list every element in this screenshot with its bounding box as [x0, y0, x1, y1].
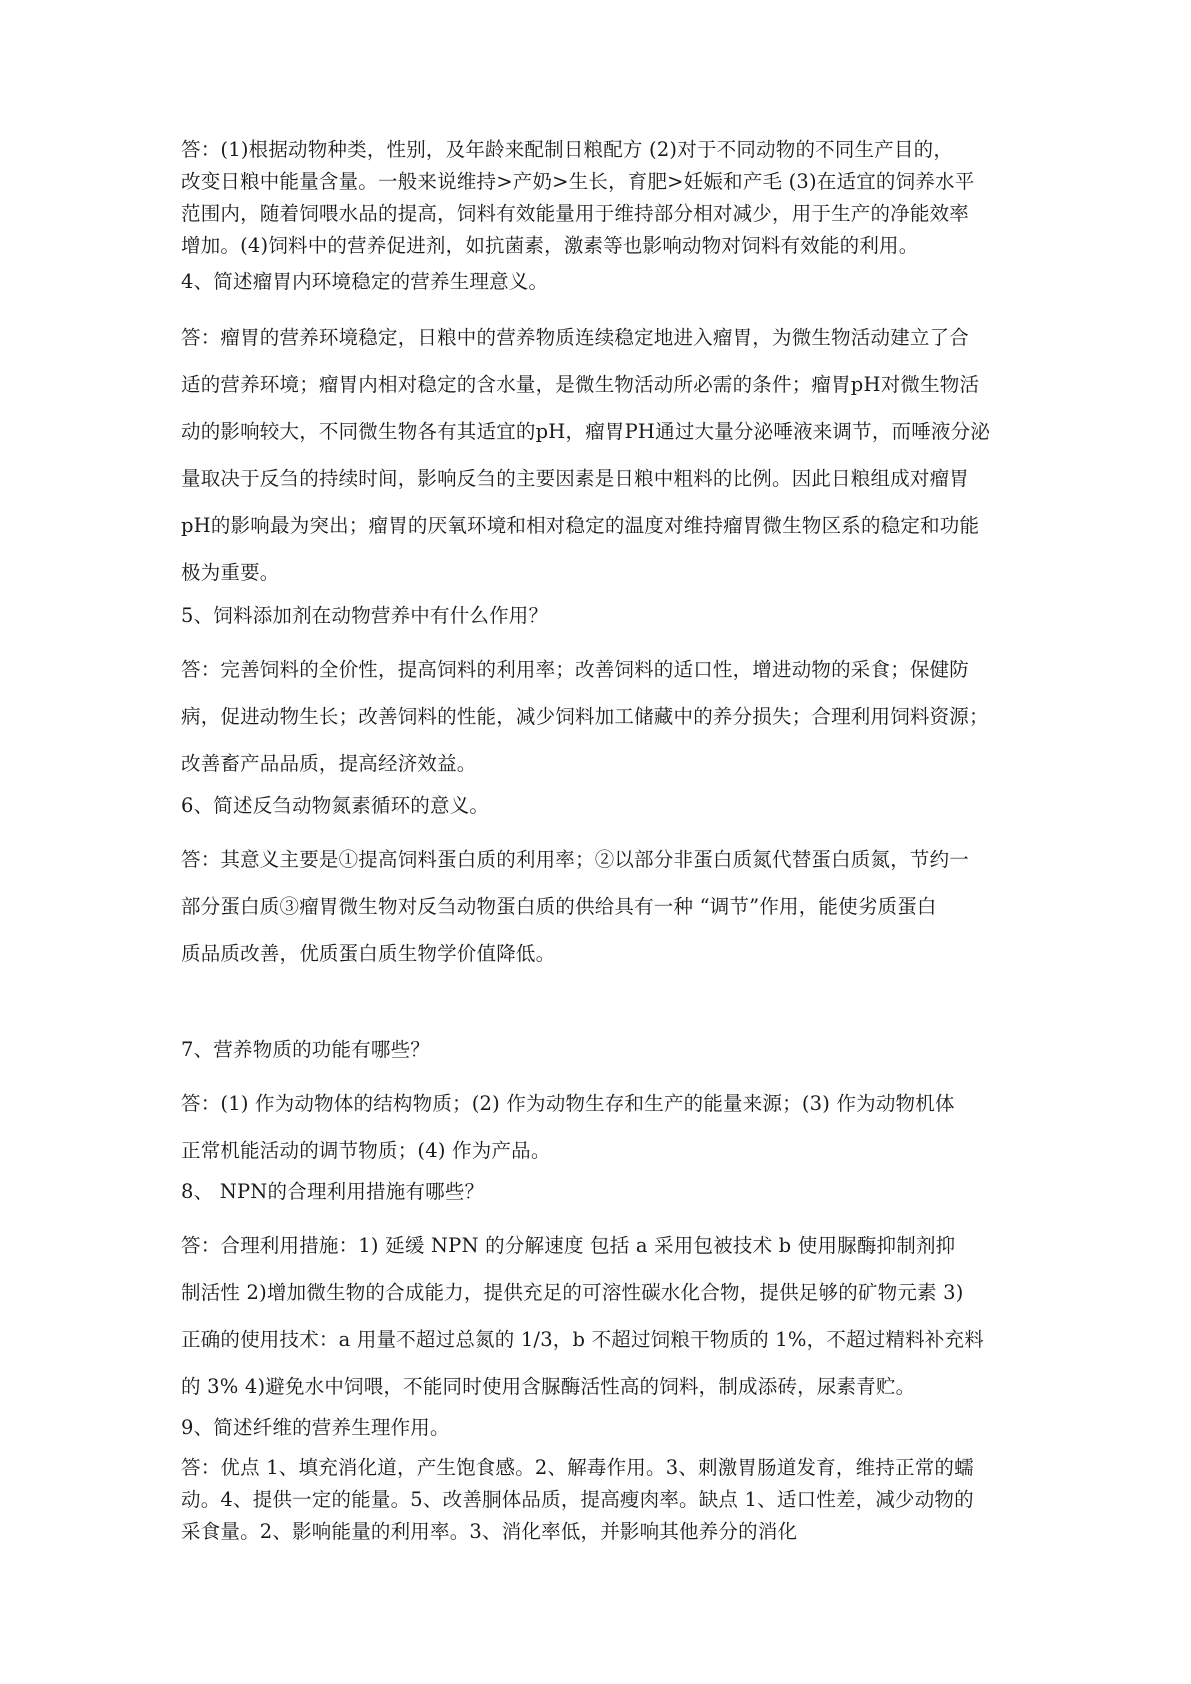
answer-line: 适的营养环境；瘤胃内相对稳定的含水量，是微生物活动所必需的条件；瘤胃pH对微生物活	[181, 373, 980, 396]
answer-line: 的 3% 4)避免水中饲喂，不能同时使用含脲酶活性高的饲料，制成添砖，尿素青贮。	[181, 1375, 916, 1398]
answer-line: 答：优点 1、填充消化道，产生饱食感。2、解毒作用。3、刺激胃肠道发育，维持正常的蠕	[181, 1456, 974, 1479]
answer-6	[181, 836, 1021, 977]
answer-line: 病，促进动物生长；改善饲料的性能，减少饲料加工储藏中的养分损失；合理利用饲料资源；	[181, 705, 989, 728]
answer-9	[181, 1452, 1021, 1548]
answer-line: 正确的使用技术：a 用量不超过总氮的 1/3，b 不超过饲粮干物质的 1%，不超过精料补充料	[181, 1328, 984, 1351]
answer-line: 部分蛋白质③瘤胃微生物对反刍动物蛋白质的供给具有一种 “调节”作用，能使劣质蛋白	[181, 895, 937, 918]
answer-7	[181, 1080, 1021, 1174]
answer-line: 答：其意义主要是①提高饲料蛋白质的利用率；②以部分非蛋白质氮代替蛋白质氮，节约一	[181, 848, 970, 871]
answer-line: 极为重要。	[181, 561, 280, 584]
answer-line: 动的影响较大，不同微生物各有其适宜的pH，瘤胃PH通过大量分泌唾液来调节，而唾液分泌	[181, 420, 991, 443]
answer-line: 动。4、提供一定的能量。5、改善胴体品质，提高瘦肉率。缺点 1、适口性差，减少动物的	[181, 1488, 974, 1511]
answer-line: 答：瘤胃的营养环境稳定，日粮中的营养物质连续稳定地进入瘤胃，为微生物活动建立了合	[181, 326, 970, 349]
question-line: 4、简述瘤胃内环境稳定的营养生理意义。	[181, 270, 549, 293]
answer-line: 增加。(4)饲料中的营养促进剂，如抗菌素，激素等也影响动物对饲料有效能的利用。	[181, 234, 919, 257]
question-line: 8、 NPN的合理利用措施有哪些？	[181, 1180, 485, 1203]
answer-4	[181, 314, 1021, 596]
answer-5	[181, 646, 1021, 787]
answer-line: 改善畜产品品质，提高经济效益。	[181, 752, 477, 775]
answer-8	[181, 1222, 1021, 1410]
answer-line: 量取决于反刍的持续时间，影响反刍的主要因素是日粮中粗料的比例。因此日粮组成对瘤胃	[181, 467, 970, 490]
question-line: 5、饲料添加剂在动物营养中有什么作用？	[181, 604, 549, 627]
answer-line: 答：合理利用措施：1) 延缓 NPN 的分解速度 包括 a 采用包被技术 b 使用脲酶抑制剂抑	[181, 1234, 956, 1257]
question-line: 6、简述反刍动物氮素循环的意义。	[181, 794, 490, 817]
answer-line: 答：完善饲料的全价性，提高饲料的利用率；改善饲料的适口性，增进动物的采食；保健防	[181, 658, 970, 681]
question-8	[181, 1176, 1021, 1208]
question-7	[181, 1034, 1021, 1066]
question-6	[181, 790, 1021, 822]
answer-line: pH的影响最为突出；瘤胃的厌氧环境和相对稳定的温度对维持瘤胃微生物区系的稳定和功能	[181, 514, 980, 537]
answer-line: 制活性 2)增加微生物的合成能力，提供充足的可溶性碳水化合物，提供足够的矿物元素 3)	[181, 1281, 964, 1304]
answer-3	[181, 134, 1021, 262]
answer-line: 答：(1)根据动物种类，性别，及年龄来配制日粮配方 (2)对于不同动物的不同生产目的，	[181, 138, 954, 161]
answer-line: 改变日粮中能量含量。一般来说维持>产奶>生长，育肥>妊娠和产毛 (3)在适宜的饲养水平	[181, 170, 975, 193]
answer-line: 采食量。2、影响能量的利用率。3、消化率低，并影响其他养分的消化	[181, 1520, 798, 1543]
answer-line: 质品质改善，优质蛋白质生物学价值降低。	[181, 942, 556, 965]
question-line: 7、营养物质的功能有哪些？	[181, 1038, 431, 1061]
question-4	[181, 266, 1021, 298]
answer-line: 正常机能活动的调节物质；(4) 作为产品。	[181, 1139, 551, 1162]
question-9	[181, 1412, 1021, 1444]
question-5	[181, 600, 1021, 632]
answer-line: 答：(1) 作为动物体的结构物质；(2) 作为动物生存和生产的能量来源；(3) 作为动物机体	[181, 1092, 955, 1115]
answer-line: 范围内，随着饲喂水品的提高，饲料有效能量用于维持部分相对减少，用于生产的净能效率	[181, 202, 970, 225]
question-line: 9、简述纤维的营养生理作用。	[181, 1416, 450, 1439]
